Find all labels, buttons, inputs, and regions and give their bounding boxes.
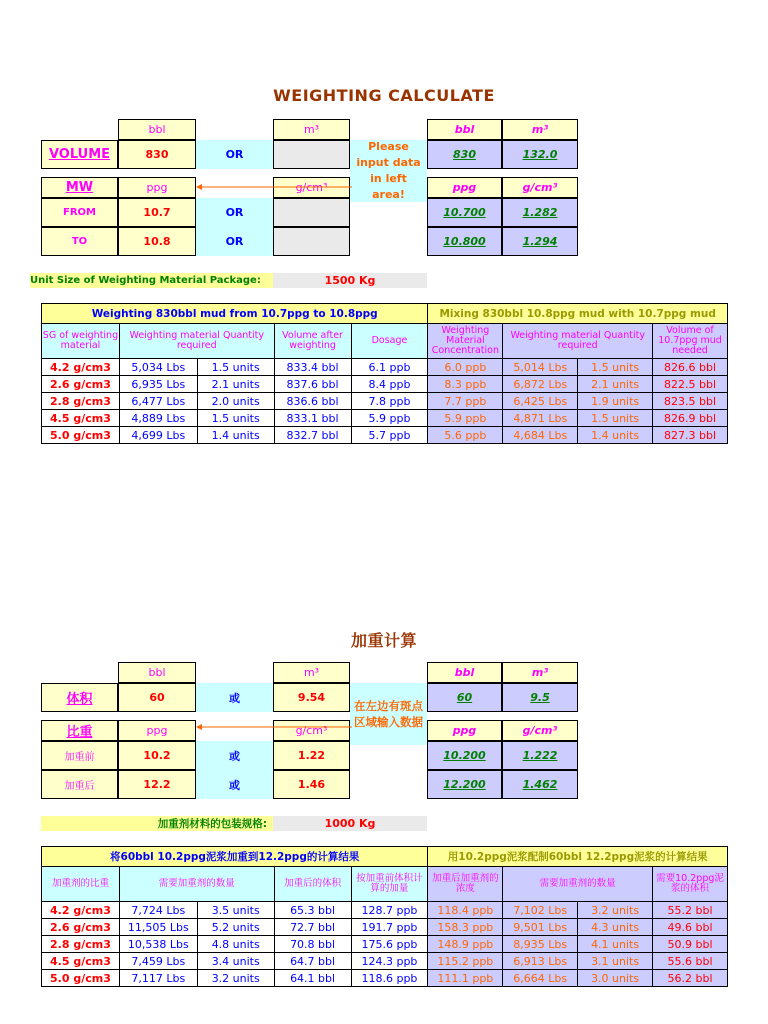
results-table-cn <box>41 846 728 987</box>
package-label: Unit Size of Weighting Material Package: <box>30 273 273 288</box>
to-label: 加重后 <box>41 770 118 799</box>
result-unit-ppg: ppg <box>427 720 502 741</box>
table-left-title: Weighting 830bbl mud from 10.7ppg to 10.8ppg <box>42 304 428 324</box>
concentration-cell: 118.4 ppb <box>428 902 503 919</box>
table-left-title: 将60bbl 10.2ppg泥浆加重到12.2ppg的计算结果 <box>42 847 428 867</box>
mw-label: 比重 <box>41 720 118 741</box>
table-row <box>42 953 728 970</box>
volume-needed-cell: 50.9 bbl <box>653 936 728 953</box>
unit-gcm3-label: g/cm³ <box>273 720 350 741</box>
col-vol-after-header: Volume after weighting <box>274 324 351 359</box>
unit-ppg-label: ppg <box>118 177 196 198</box>
package-value-input[interactable]: 1000 Kg <box>273 816 427 831</box>
volume-needed-cell: 822.5 bbl <box>653 376 728 393</box>
qty-lbs-cell: 7,117 Lbs <box>119 970 197 987</box>
unit-bbl-label: bbl <box>118 662 196 683</box>
qty2-units-cell: 1.4 units <box>578 427 653 444</box>
unit-ppg-label: ppg <box>118 720 196 741</box>
concentration-cell: 158.3 ppb <box>428 919 503 936</box>
table-row <box>42 427 728 444</box>
qty2-units-cell: 4.1 units <box>578 936 653 953</box>
volume-needed-cell: 823.5 bbl <box>653 393 728 410</box>
to-gcm3-input[interactable]: 1.46 <box>273 770 350 799</box>
qty-units-cell: 2.1 units <box>197 376 274 393</box>
qty-lbs-cell: 7,459 Lbs <box>119 953 197 970</box>
volume-after-cell: 64.7 bbl <box>274 953 351 970</box>
results-table <box>41 303 728 444</box>
sg-cell: 2.6 g/cm3 <box>42 376 120 393</box>
volume-after-cell: 70.8 bbl <box>274 936 351 953</box>
col-qty-header: 需要加重剂的数量 <box>119 867 274 902</box>
concentration-cell: 148.9 ppb <box>428 936 503 953</box>
result-unit-bbl: bbl <box>427 119 502 140</box>
col-sg-header: 加重剂的比重 <box>42 867 120 902</box>
qty-lbs-cell: 11,505 Lbs <box>119 919 197 936</box>
unit-m3-label: m³ <box>273 119 350 140</box>
qty2-lbs-cell: 4,684 Lbs <box>503 427 578 444</box>
table-row <box>42 902 728 919</box>
qty2-units-cell: 1.5 units <box>578 410 653 427</box>
table-row <box>42 919 728 936</box>
result-from-ppg: 10.700 <box>427 198 502 227</box>
qty-units-cell: 4.8 units <box>197 936 274 953</box>
unit-gcm3-label: g/cm³ <box>273 177 350 198</box>
qty-lbs-cell: 5,034 Lbs <box>119 359 197 376</box>
or-label: 或 <box>196 741 273 770</box>
qty2-lbs-cell: 7,102 Lbs <box>503 902 578 919</box>
qty-units-cell: 3.5 units <box>197 902 274 919</box>
result-volume-bbl: 60 <box>427 683 502 712</box>
table-row <box>42 376 728 393</box>
qty-lbs-cell: 4,699 Lbs <box>119 427 197 444</box>
result-unit-gcm3: g/cm³ <box>502 177 578 198</box>
table-row <box>42 393 728 410</box>
dosage-cell: 6.1 ppb <box>351 359 428 376</box>
sg-cell: 4.2 g/cm3 <box>42 359 120 376</box>
volume-after-cell: 65.3 bbl <box>274 902 351 919</box>
result-unit-m3: m³ <box>502 119 578 140</box>
from-label: 加重前 <box>41 741 118 770</box>
or-label: OR <box>196 198 273 227</box>
volume-bbl-input[interactable]: 60 <box>118 683 196 712</box>
volume-needed-cell: 55.6 bbl <box>653 953 728 970</box>
qty2-units-cell: 1.5 units <box>578 359 653 376</box>
qty2-lbs-cell: 8,935 Lbs <box>503 936 578 953</box>
unit-bbl-label: bbl <box>118 119 196 140</box>
volume-needed-cell: 56.2 bbl <box>653 970 728 987</box>
col-qty2-header: Weighting material Quantity required <box>503 324 653 359</box>
concentration-cell: 5.9 ppb <box>428 410 503 427</box>
from-ppg-input[interactable]: 10.7 <box>118 198 196 227</box>
or-label: OR <box>196 140 273 169</box>
to-gcm3-input[interactable] <box>273 227 350 256</box>
col-vol-needed-header: 需要10.2ppg泥浆的体积 <box>653 867 728 902</box>
arrow-icon <box>196 175 352 181</box>
sg-cell: 5.0 g/cm3 <box>42 427 120 444</box>
dosage-cell: 191.7 ppb <box>351 919 428 936</box>
qty-units-cell: 3.4 units <box>197 953 274 970</box>
qty2-units-cell: 3.1 units <box>578 953 653 970</box>
qty2-lbs-cell: 6,913 Lbs <box>503 953 578 970</box>
qty-lbs-cell: 7,724 Lbs <box>119 902 197 919</box>
or-label: OR <box>196 227 273 256</box>
col-conc-header: Weighting Material Concentration <box>428 324 503 359</box>
sg-cell: 5.0 g/cm3 <box>42 970 120 987</box>
dosage-cell: 7.8 ppb <box>351 393 428 410</box>
or-label: 或 <box>196 770 273 799</box>
table-right-title: Mixing 830bbl 10.8ppg mud with 10.7ppg mud <box>428 304 728 324</box>
qty-lbs-cell: 6,935 Lbs <box>119 376 197 393</box>
table-right-title: 用10.2ppg泥浆配制60bbl 12.2ppg泥浆的计算结果 <box>428 847 728 867</box>
sg-cell: 4.5 g/cm3 <box>42 410 120 427</box>
qty2-lbs-cell: 4,871 Lbs <box>503 410 578 427</box>
volume-m3-input[interactable] <box>273 140 350 169</box>
from-gcm3-input[interactable]: 1.22 <box>273 741 350 770</box>
qty-units-cell: 1.4 units <box>197 427 274 444</box>
from-label: FROM <box>41 198 118 227</box>
result-to-ppg: 12.200 <box>427 770 502 799</box>
dosage-cell: 118.6 ppb <box>351 970 428 987</box>
volume-needed-cell: 49.6 bbl <box>653 919 728 936</box>
page-title-cn: 加重计算 <box>350 631 417 650</box>
dosage-cell: 8.4 ppb <box>351 376 428 393</box>
qty2-units-cell: 2.1 units <box>578 376 653 393</box>
concentration-cell: 7.7 ppb <box>428 393 503 410</box>
table-row <box>42 410 728 427</box>
qty2-units-cell: 4.3 units <box>578 919 653 936</box>
volume-needed-cell: 55.2 bbl <box>653 902 728 919</box>
concentration-cell: 6.0 ppb <box>428 359 503 376</box>
package-label: 加重剂材料的包装规格: <box>41 816 273 831</box>
qty-units-cell: 5.2 units <box>197 919 274 936</box>
qty2-lbs-cell: 6,425 Lbs <box>503 393 578 410</box>
table-row <box>42 936 728 953</box>
input-hint: Please input data in left area! <box>350 140 427 202</box>
volume-m3-input[interactable]: 9.54 <box>273 683 350 712</box>
qty2-lbs-cell: 9,501 Lbs <box>503 919 578 936</box>
mw-label: MW <box>41 177 118 198</box>
table-row <box>42 970 728 987</box>
col-sg-header: SG of weighting material <box>42 324 120 359</box>
volume-needed-cell: 826.6 bbl <box>653 359 728 376</box>
col-qty2-header: 需要加重剂的数量 <box>503 867 653 902</box>
volume-after-cell: 837.6 bbl <box>274 376 351 393</box>
result-from-ppg: 10.200 <box>427 741 502 770</box>
volume-after-cell: 833.4 bbl <box>274 359 351 376</box>
col-qty-header: Weighting material Quantity required <box>119 324 274 359</box>
concentration-cell: 5.6 ppb <box>428 427 503 444</box>
qty-units-cell: 1.5 units <box>197 359 274 376</box>
qty2-lbs-cell: 6,872 Lbs <box>503 376 578 393</box>
qty2-lbs-cell: 6,664 Lbs <box>503 970 578 987</box>
volume-after-cell: 64.1 bbl <box>274 970 351 987</box>
sg-cell: 4.2 g/cm3 <box>42 902 120 919</box>
volume-bbl-input[interactable]: 830 <box>118 140 196 169</box>
concentration-cell: 111.1 ppb <box>428 970 503 987</box>
col-dosage-header: 按加重前体积计算的加量 <box>351 867 428 902</box>
volume-needed-cell: 826.9 bbl <box>653 410 728 427</box>
volume-after-cell: 833.1 bbl <box>274 410 351 427</box>
result-unit-ppg: ppg <box>427 177 502 198</box>
result-to-gcm3: 1.294 <box>502 227 578 256</box>
volume-after-cell: 72.7 bbl <box>274 919 351 936</box>
col-conc-header: 加重后加重剂的浓度 <box>428 867 503 902</box>
col-dosage-header: Dosage <box>351 324 428 359</box>
package-value-input[interactable]: 1500 Kg <box>273 273 427 288</box>
qty-lbs-cell: 10,538 Lbs <box>119 936 197 953</box>
volume-label: VOLUME <box>41 140 118 169</box>
to-ppg-input[interactable]: 10.8 <box>118 227 196 256</box>
result-unit-gcm3: g/cm³ <box>502 720 578 741</box>
concentration-cell: 8.3 ppb <box>428 376 503 393</box>
qty-lbs-cell: 6,477 Lbs <box>119 393 197 410</box>
arrow-icon <box>196 715 352 721</box>
result-volume-m3: 9.5 <box>502 683 578 712</box>
result-from-gcm3: 1.282 <box>502 198 578 227</box>
dosage-cell: 5.7 ppb <box>351 427 428 444</box>
qty-units-cell: 1.5 units <box>197 410 274 427</box>
concentration-cell: 115.2 ppb <box>428 953 503 970</box>
page-title: WEIGHTING CALCULATE <box>273 86 495 105</box>
results-body-en <box>42 359 728 444</box>
qty-lbs-cell: 4,889 Lbs <box>119 410 197 427</box>
result-unit-m3: m³ <box>502 662 578 683</box>
result-volume-bbl: 830 <box>427 140 502 169</box>
or-label: 或 <box>196 683 273 712</box>
sg-cell: 2.8 g/cm3 <box>42 936 120 953</box>
result-to-gcm3: 1.462 <box>502 770 578 799</box>
volume-label: 体积 <box>41 683 118 712</box>
result-unit-bbl: bbl <box>427 662 502 683</box>
qty-units-cell: 3.2 units <box>197 970 274 987</box>
result-to-ppg: 10.800 <box>427 227 502 256</box>
col-vol-after-header: 加重后的体积 <box>274 867 351 902</box>
dosage-cell: 175.6 ppb <box>351 936 428 953</box>
volume-after-cell: 832.7 bbl <box>274 427 351 444</box>
qty2-units-cell: 1.9 units <box>578 393 653 410</box>
dosage-cell: 5.9 ppb <box>351 410 428 427</box>
input-hint: 在左边有斑点区域输入数据 <box>350 683 427 745</box>
sg-cell: 4.5 g/cm3 <box>42 953 120 970</box>
to-label: TO <box>41 227 118 256</box>
col-vol-needed-header: Volume of 10.7ppg mud needed <box>653 324 728 359</box>
dosage-cell: 124.3 ppb <box>351 953 428 970</box>
qty2-lbs-cell: 5,014 Lbs <box>503 359 578 376</box>
sg-cell: 2.6 g/cm3 <box>42 919 120 936</box>
dosage-cell: 128.7 ppb <box>351 902 428 919</box>
from-ppg-input[interactable]: 10.2 <box>118 741 196 770</box>
from-gcm3-input[interactable] <box>273 198 350 227</box>
volume-needed-cell: 827.3 bbl <box>653 427 728 444</box>
result-from-gcm3: 1.222 <box>502 741 578 770</box>
result-volume-m3: 132.0 <box>502 140 578 169</box>
qty2-units-cell: 3.0 units <box>578 970 653 987</box>
unit-m3-label: m³ <box>273 662 350 683</box>
qty-units-cell: 2.0 units <box>197 393 274 410</box>
results-body-cn <box>42 902 728 987</box>
volume-after-cell: 836.6 bbl <box>274 393 351 410</box>
to-ppg-input[interactable]: 12.2 <box>118 770 196 799</box>
sg-cell: 2.8 g/cm3 <box>42 393 120 410</box>
table-row <box>42 359 728 376</box>
qty2-units-cell: 3.2 units <box>578 902 653 919</box>
